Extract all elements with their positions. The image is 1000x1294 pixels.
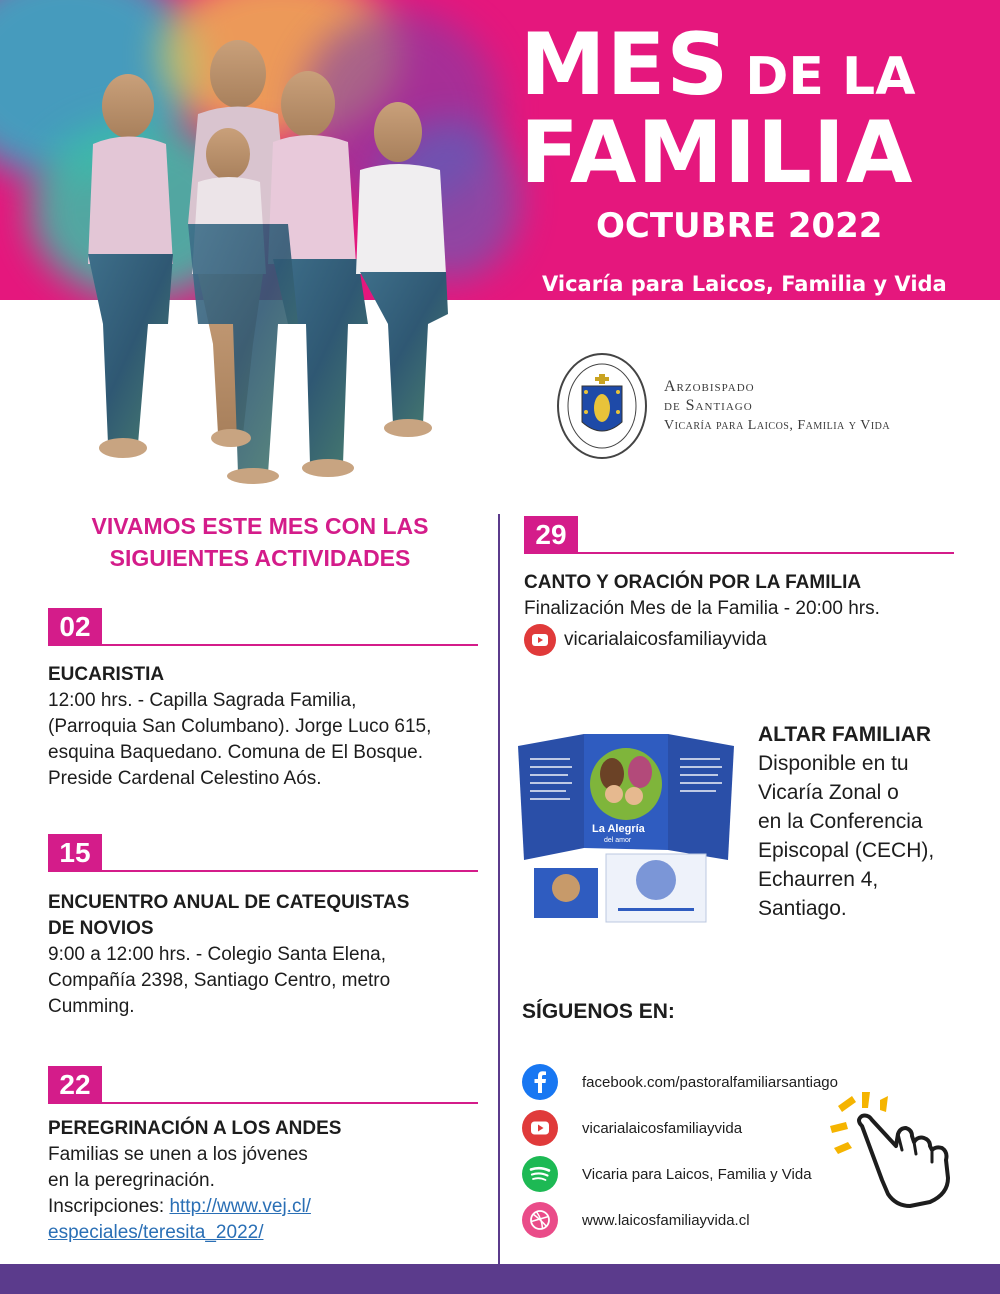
social-text[interactable]: facebook.com/pastoralfamiliarsantiago	[582, 1073, 838, 1091]
date-number: 02	[48, 608, 102, 646]
arzobispado-logo	[556, 352, 896, 464]
arzobispado-seal-icon	[556, 352, 648, 460]
youtube-channel[interactable]: vicarialaicosfamiliayvida	[564, 629, 767, 650]
intro-line-2: SIGUIENTES ACTIVIDADES	[109, 545, 411, 571]
pointing-hand-icon	[826, 1090, 986, 1210]
social-youtube[interactable]	[522, 1110, 742, 1146]
event-canto-oracion	[524, 570, 984, 656]
altar-line: Episcopal (CECH),	[758, 839, 935, 862]
altar-line: Santiago.	[758, 897, 847, 920]
date-badge-15	[48, 834, 478, 872]
date-rule	[578, 552, 954, 554]
youtube-icon[interactable]	[524, 624, 556, 656]
event-line: 9:00 a 12:00 hrs. - Colegio Santa Elena,	[48, 944, 387, 965]
date-rule	[102, 870, 478, 872]
altar-line: Vicaría Zonal o	[758, 781, 899, 804]
logo-line-1: Arzobispado	[664, 378, 755, 395]
column-divider	[498, 514, 500, 1264]
svg-text:del amor: del amor	[604, 837, 632, 844]
event-line: Compañía 2398, Santiago Centro, metro	[48, 970, 391, 991]
event-line: 12:00 hrs. - Capilla Sagrada Familia,	[48, 690, 357, 711]
date-rule	[102, 1102, 478, 1104]
altar-familiar-info	[758, 720, 988, 923]
siguenos-heading: SÍGUENOS EN:	[522, 1000, 675, 1023]
inscripciones-link[interactable]: http://www.vej.cl/	[169, 1196, 311, 1217]
title-vicaria: Vicaría para Laicos, Familia y Vida	[542, 272, 947, 296]
date-number: 22	[48, 1066, 102, 1104]
social-text[interactable]: vicarialaicosfamiliayvida	[582, 1119, 743, 1137]
event-title: DE NOVIOS	[48, 918, 154, 939]
event-line: en la peregrinación.	[48, 1170, 215, 1191]
intro-line-1: VIVAMOS ESTE MES CON LAS	[91, 513, 429, 539]
event-peregrinacion	[48, 1116, 488, 1246]
spotify-icon[interactable]	[522, 1156, 558, 1192]
footer-bar	[0, 1264, 1000, 1294]
social-text[interactable]: Vicaria para Laicos, Familia y Vida	[582, 1165, 812, 1183]
date-number: 29	[524, 516, 578, 554]
social-website[interactable]	[522, 1202, 750, 1238]
title-dela: DE LA	[745, 47, 916, 107]
title-familia: FAMILIA	[520, 103, 914, 203]
event-title: ENCUENTRO ANUAL DE CATEQUISTAS	[48, 892, 410, 913]
date-number: 15	[48, 834, 102, 872]
altar-title: ALTAR FAMILIAR	[758, 723, 932, 746]
date-badge-29	[524, 516, 954, 554]
social-text[interactable]: www.laicosfamiliayvida.cl	[582, 1211, 750, 1229]
inscripciones-label: Inscripciones:	[48, 1196, 170, 1217]
logo-line-3: Vicaría para Laicos, Familia y Vida	[664, 418, 891, 433]
youtube-icon[interactable]	[522, 1110, 558, 1146]
altar-line: Disponible en tu	[758, 752, 909, 775]
event-line: (Parroquia San Columbano). Jorge Luco 615,	[48, 716, 432, 737]
event-line: Familias se unen a los jóvenes	[48, 1144, 308, 1165]
event-line: Finalización Mes de la Familia - 20:00 hrs.	[524, 598, 880, 619]
social-facebook[interactable]	[522, 1064, 838, 1100]
title-mes: MES	[520, 15, 730, 115]
event-eucaristia	[48, 662, 488, 792]
date-badge-22	[48, 1066, 478, 1104]
altar-familiar-image	[514, 728, 738, 926]
altar-line: en la Conferencia	[758, 810, 923, 833]
dribbble-icon[interactable]	[522, 1202, 558, 1238]
event-line: esquina Baquedano. Comuna de El Bosque.	[48, 742, 423, 763]
poster-title	[520, 15, 970, 296]
logo-line-2: de Santiago	[664, 397, 753, 414]
title-month: OCTUBRE 2022	[596, 206, 883, 246]
event-line: Preside Cardenal Celestino Aós.	[48, 768, 322, 789]
event-title: EUCARISTIA	[48, 664, 165, 685]
social-spotify[interactable]	[522, 1156, 812, 1192]
facebook-icon[interactable]	[522, 1064, 558, 1100]
inscripciones-link[interactable]: especiales/teresita_2022/	[48, 1222, 264, 1243]
date-rule	[102, 644, 478, 646]
svg-text:La Alegría: La Alegría	[592, 823, 645, 835]
altar-line: Echaurren 4,	[758, 868, 879, 891]
event-title: PEREGRINACIÓN A LOS ANDES	[48, 1118, 342, 1139]
event-line: Cumming.	[48, 996, 135, 1017]
event-title: CANTO Y ORACIÓN POR LA FAMILIA	[524, 572, 862, 593]
family-sculpture-image	[48, 24, 478, 484]
date-badge-02	[48, 608, 478, 646]
event-catequistas	[48, 890, 488, 1020]
activities-intro	[40, 510, 480, 574]
